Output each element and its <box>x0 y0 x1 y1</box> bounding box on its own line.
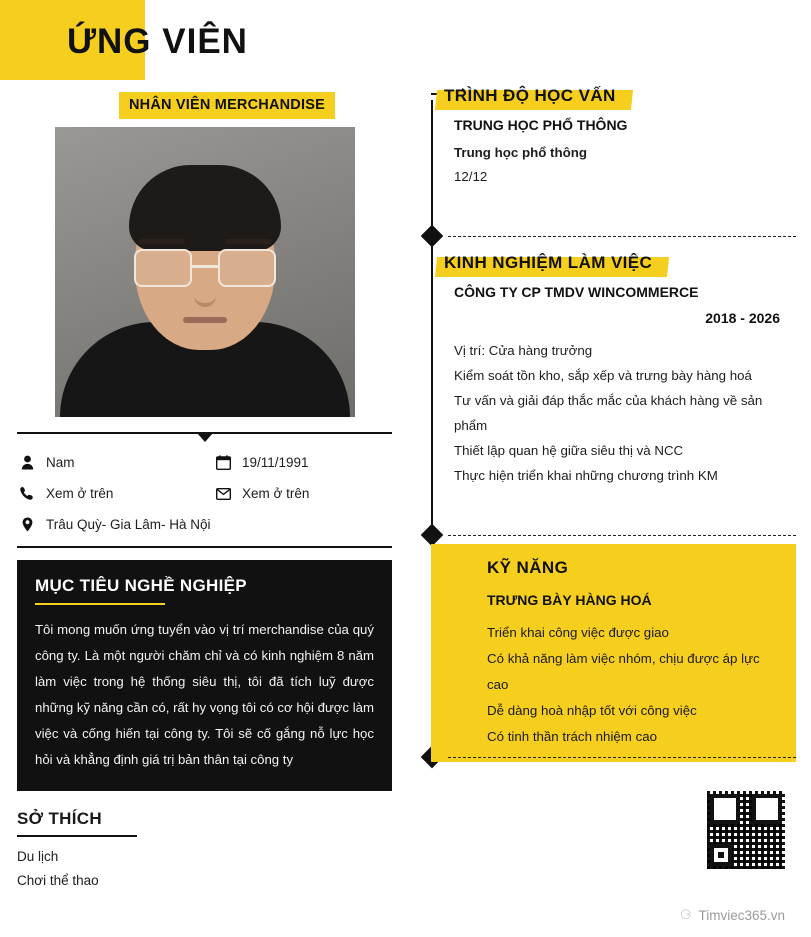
job-title-badge: NHÂN VIÊN MERCHANDISE <box>119 92 335 119</box>
photo-wrapper <box>17 127 392 417</box>
timeline-diamond-icon <box>421 524 444 547</box>
info-birthday-value: 19/11/1991 <box>242 455 309 470</box>
location-pin-icon <box>17 517 37 532</box>
qr-code <box>707 791 785 869</box>
hobbies-underline <box>17 835 137 837</box>
education-title: TRÌNH ĐỘ HỌC VẤN <box>444 86 616 105</box>
info-gender <box>17 455 213 470</box>
list-item: Có khả năng làm việc nhóm, chịu được áp lực cao <box>487 651 760 692</box>
list-item: Du lịch <box>17 849 59 864</box>
experience-title-wrap <box>444 253 652 273</box>
timeline-diamond-icon <box>421 225 444 248</box>
contact-info-grid <box>17 455 392 532</box>
list-item: Dễ dàng hoà nhập tốt với công việc <box>487 703 697 718</box>
hobbies-section <box>17 809 392 888</box>
education-school: TRUNG HỌC PHỔ THÔNG <box>454 117 628 133</box>
calendar-icon <box>213 455 233 470</box>
list-item: Thiết lập quan hệ giữa siêu thị và NCC <box>454 443 684 458</box>
skills-title: KỸ NĂNG <box>487 558 569 577</box>
section-separator <box>448 236 796 237</box>
career-objective-text: Tôi mong muốn ứng tuyển vào vị trí merchandise của quý công ty. Là một người chăm chỉ và có kinh nghiệm 8 năm làm việc trong hệ thống siêu thị, tôi đã tích luỹ được những kỹ năng cần có, rất hy vọng tôi có cơ hội được làm việc và cống hiến tại công ty. Tôi sẽ cố gắng nỗ lực học hỏi và khẳng định giá trị bản thân tại công ty <box>35 622 374 767</box>
career-objective-section <box>17 560 392 791</box>
list-item: Vị trí: Cửa hàng trưởng <box>454 343 593 358</box>
info-phone-value: Xem ở trên <box>46 486 114 501</box>
info-phone <box>17 486 213 501</box>
skills-section <box>431 544 796 762</box>
phone-icon <box>17 486 37 501</box>
list-item: Tư vấn và giải đáp thắc mắc của khách hàng về sản phẩm <box>454 393 763 433</box>
education-section <box>416 86 796 184</box>
list-item: Kiểm soát tồn kho, sắp xếp và trưng bày hàng hoá <box>454 368 752 383</box>
education-title-wrap <box>444 86 616 106</box>
contact-bottom-divider <box>17 546 392 548</box>
experience-years: 2018 - 2026 <box>705 310 780 326</box>
page-title: ỨNG VIÊN <box>67 22 248 61</box>
footer-brand <box>680 907 785 923</box>
info-address-value: Trâu Quỳ- Gia Lâm- Hà Nội <box>46 517 211 532</box>
info-birthday <box>213 455 393 470</box>
experience-title: KINH NGHIỆM LÀM VIỆC <box>444 253 653 272</box>
list-item: Triển khai công việc được giao <box>487 625 669 640</box>
education-degree: Trung học phổ thông <box>454 145 587 160</box>
career-objective-title: MỤC TIÊU NGHỀ NGHIỆP <box>35 576 247 595</box>
career-objective-underline <box>35 603 165 605</box>
footer-brand-label: Timviec365.vn <box>698 907 785 923</box>
info-email <box>213 486 393 501</box>
list-item: Chơi thể thao <box>17 873 99 888</box>
info-gender-value: Nam <box>46 455 75 470</box>
section-separator <box>448 757 796 758</box>
hobbies-title: SỞ THÍCH <box>17 809 102 828</box>
page-header <box>0 0 811 80</box>
timviec365-logo-icon: ⚆ <box>679 907 692 922</box>
info-email-value: Xem ở trên <box>242 486 310 501</box>
person-icon <box>17 455 37 470</box>
list-item: Có tinh thần trách nhiệm cao <box>487 729 658 744</box>
skills-subtitle: TRƯNG BÀY HÀNG HOÁ <box>487 592 652 608</box>
candidate-photo <box>55 127 355 417</box>
info-address <box>17 517 393 532</box>
envelope-icon <box>213 488 233 500</box>
left-column <box>17 92 392 897</box>
photo-divider <box>17 429 392 441</box>
experience-company: CÔNG TY CP TMDV WINCOMMERCE <box>454 284 699 300</box>
list-item: Thực hiện triển khai những chương trình KM <box>454 468 718 483</box>
experience-section <box>416 253 796 488</box>
education-detail: 12/12 <box>454 169 488 184</box>
section-separator <box>448 535 796 536</box>
